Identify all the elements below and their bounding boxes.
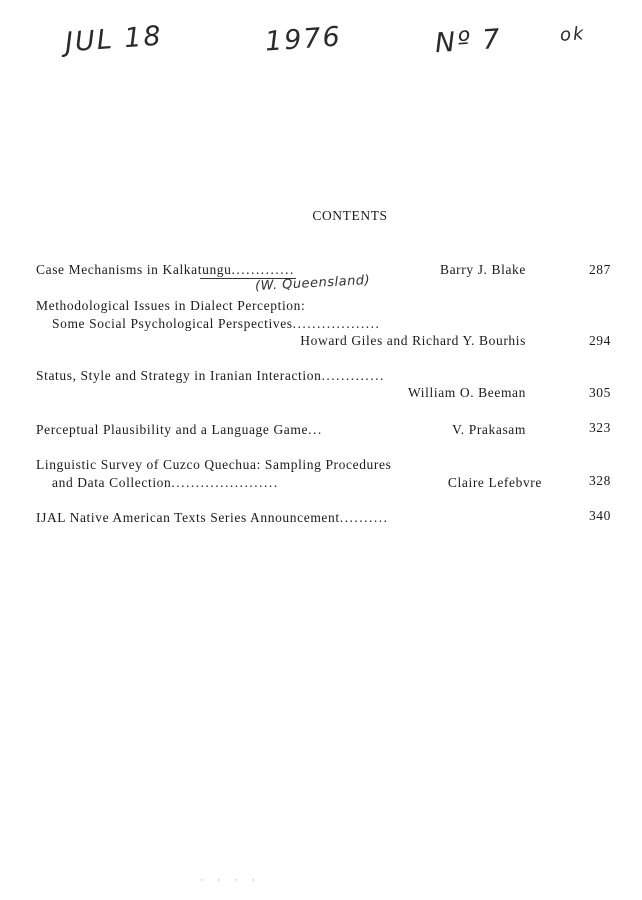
handwritten-year: 1976: [264, 21, 343, 58]
entry-page-number: 305: [588, 385, 611, 400]
entry-page-number: 294: [588, 333, 611, 348]
entry-author: Barry J. Blake: [439, 262, 526, 277]
entry-title: Methodological Issues in Dialect Perception:: [36, 298, 306, 313]
entry-author: William O. Beeman: [407, 385, 526, 400]
handwritten-number: Nº 7: [434, 23, 503, 60]
entry-page-number: 287: [588, 262, 611, 277]
handwritten-header: [40, 22, 620, 72]
leader-dots: ..................: [292, 316, 381, 331]
toc-entry-3-author: [36, 385, 526, 401]
entry-title: Perceptual Plausibility and a Language Game: [36, 422, 309, 437]
entry-title-continued: and Data Collection: [52, 475, 172, 490]
leader-dots: .............: [231, 262, 295, 277]
toc-entry-2-author: [36, 333, 526, 349]
entry-title: Status, Style and Strategy in Iranian Interaction: [36, 368, 322, 383]
entry-author: V. Prakasam: [452, 422, 526, 437]
entry-title: Linguistic Survey of Cuzco Quechua: Sampling Procedures: [36, 457, 392, 472]
entry-author: Howard Giles and Richard Y. Bourhis: [300, 333, 526, 348]
leader-dots: .............: [321, 368, 385, 383]
scan-specks: · · · ·: [200, 875, 261, 885]
entry-page-number: 340: [588, 508, 611, 523]
entry-page-number: 328: [588, 473, 611, 488]
contents-title: CONTENTS: [312, 208, 388, 223]
toc-entry-1: [36, 262, 526, 278]
entry-title: IJAL Native American Texts Series Announcement: [36, 510, 340, 525]
toc-entry-5: [36, 457, 526, 473]
entry-author: Claire Lefebvre: [447, 475, 542, 490]
leader-dots: ......................: [171, 475, 279, 490]
toc-entry-2: [36, 298, 526, 314]
toc-entry-3: [36, 368, 526, 384]
toc-entry-4: [36, 422, 526, 438]
entry-title-continued: Some Social Psychological Perspectives: [52, 316, 293, 331]
handwritten-annotation: (W. Queensland): [254, 272, 371, 295]
leader-dots: ...: [308, 422, 323, 437]
leader-dots: ..........: [339, 510, 389, 525]
handwritten-date: JUL 18: [64, 20, 164, 59]
handwritten-ok: ok: [559, 23, 587, 46]
toc-entry-5-line2: [36, 475, 542, 491]
toc-entry-2-line2: [36, 316, 542, 332]
entry-title: Case Mechanisms in Kalkatungu: [36, 262, 232, 277]
entry-page-number: 323: [588, 420, 611, 435]
toc-entry-6: [36, 510, 526, 526]
